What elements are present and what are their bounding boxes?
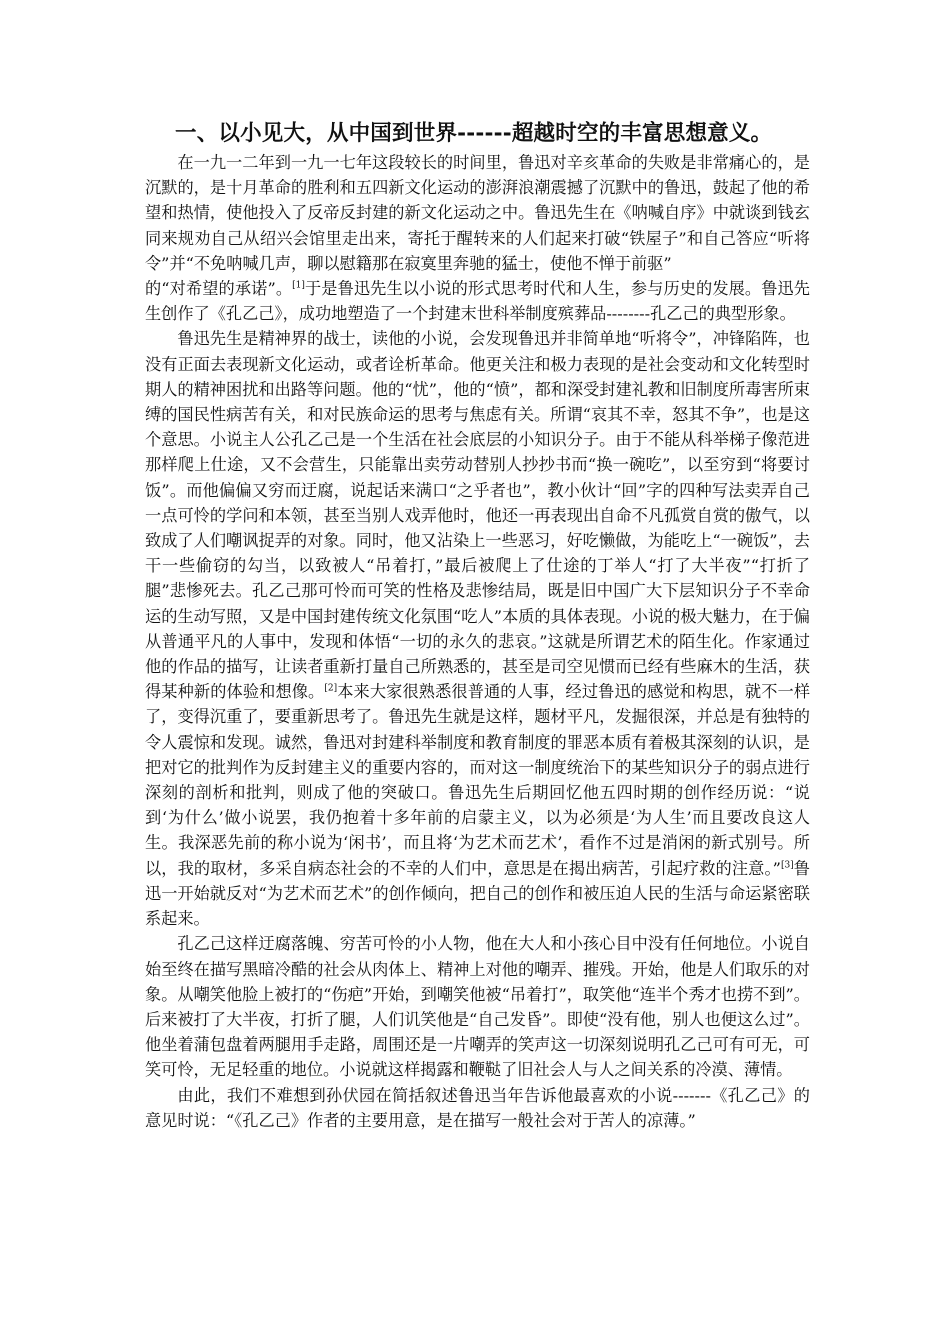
- footnote-ref-1: [1]: [292, 280, 305, 291]
- paragraph-4: 由此，我们不难想到孙伏园在简括叙述鲁迅当年告诉他最喜欢的小说-------《孔乙己》的意见时说：“《孔乙己》作者的主要用意，是在描写一般社会对于苦人的凉薄。”: [145, 1085, 810, 1130]
- paragraph-2: [145, 326, 810, 931]
- paragraph-1-continuation-text-a: 的“对希望的承诺”。: [145, 279, 293, 299]
- paragraph-1-continuation: [145, 276, 810, 326]
- footnote-ref-2: [2]: [324, 683, 338, 694]
- paragraph-2-text-c: 鲁迅一开始就反对“为艺术而艺术”的创作倾向，把自己的创作和被压迫人民的生活与命运紧密联系起来。: [145, 858, 810, 929]
- paragraph-3: 孔乙己这样迂腐落魄、穷苦可怜的小人物，他在大人和小孩心目中没有任何地位。小说自始至终在描写黑暗冷酷的社会从肉体上、精神上对他的嘲弄、摧残。开始，他是人们取乐的对象。从嘲笑他脸上被打的“伤疤”开始，到嘲笑他被“吊着打”，取笑他“连半个秀才也捞不到”。后来被打了大半夜，打折了腿，人们讥笑他是“自己发昏”。即使“没有他，别人也便这么过”。他坐着蒲包盘着两腿用手走路，周围还是一片嘲弄的笑声这一切深刻说明孔乙己可有可无，可笑可怜，无足轻重的地位。小说就这样揭露和鞭鞑了旧社会人与人之间关系的冷漠、薄情。: [145, 934, 810, 1080]
- section-heading: 一、以小见大，从中国到世界------超越时空的丰富思想意义。: [175, 121, 773, 146]
- footnote-ref-3: [3]: [780, 860, 794, 871]
- paragraph-1: 在一九一二年到一九一七年这段较长的时间里，鲁迅对辛亥革命的失败是非常痛心的，是沉默的，是十月革命的胜利和五四新文化运动的澎湃浪潮震撼了沉默中的鲁迅，鼓起了他的希望和热情，使他投入了反帝反封建的新文化运动之中。鲁迅先生在《呐喊自序》中就谈到钱玄同来规劝自己从绍兴会馆里走出来，寄托于醒转来的人们起来打破“铁屋子”和自己答应“听将令”并“不免呐喊几声，聊以慰籍那在寂寞里奔驰的猛士，使他不惮于前驱”: [145, 153, 810, 273]
- paragraph-2-text-a: 鲁迅先生是精神界的战士，读他的小说，会发现鲁迅并非简单地“听将令”，冲锋陷阵，也没有正面去表现新文化运动，或者诠析革命。他更关注和极力表现的是社会变动和文化转型时期人的精神困扰和出路等问题。他的“忧”，他的“愤”，都和深受封建礼教和旧制度所毒害所束缚的国民性病苦有关，和对民族命运的思考与焦虑有关。所谓“哀其不幸，怒其不争”，也是这个意思。小说主人公孔乙己是一个生活在社会底层的小知识分子。由于不能从科举梯子像范进那样爬上仕途，又不会营生，只能靠出卖劳动替别人抄抄书而“换一碗吃”，以至穷到“将要讨饭”。而他偏偏又穷而迂腐，说起话来满口“之乎者也”，教小伙计“回”字的四种写法卖弄自己一点可怜的学问和本领，甚至当别人戏弄他时，他还一再表现出自命不凡孤赏自赏的傲气，以致成了人们嘲讽捉弄的对象。同时，他又沾染上一些恶习，好吃懒做，为能吃上“一碗饭”，去干一些偷窃的勾当，以致被人“吊着打，”最后被爬上了仕途的丁举人“打了大半夜”“打折了腿”悲惨死去。孔乙己那可怜而可笑的性格及悲惨结局，既是旧中国广大下层知识分子不幸命运的生动写照，又是中国封建传统文化氛围“吃人”本质的具体表现。小说的极大魅力，在于偏从普通平凡的人事中，发现和体悟“一切的永久的悲哀。”这就是所谓艺术的陌生化。作家通过他的作品的描写，让读者重新打量自己所熟悉的，甚至是司空见惯而已经有些麻木的生活，获得某种新的体验和想像。: [145, 329, 810, 702]
- document-page: [145, 118, 810, 1133]
- paragraph-2-text-b: 本来大家很熟悉很普通的人事，经过鲁迅的感觉和构思，就不一样了，变得沉重了，要重新思考了。鲁迅先生就是这样，题材平凡，发掘很深，并总是有独特的令人震惊和发现。诚然，鲁迅对封建科举制度和教育制度的罪恶本质有着极其深刻的认识，是把对它的批判作为反封建主义的重要内容的，而对这一制度统治下的某些知识分子的弱点进行深刻的剖析和批判，则成了他的突破口。鲁迅先生后期回忆他五四时期的创作经历说：“说到‘为什么’做小说罢，我仍抱着十多年前的启蒙主义，以为必须是‘为人生’而且要改良这人生。我深恶先前的称小说为‘闲书’，而且将‘为艺术而艺术’，看作不过是消闲的新式别号。所以，我的取材，多采自病态社会的不幸的人们中，意思是在揭出病苦，引起疗救的注意。”: [145, 682, 811, 878]
- paragraph-1-continuation-text-b: 于是鲁迅先生以小说的形式思考时代和人生，参与历史的发展。鲁迅先生创作了《孔乙己》，成功地塑造了一个封建末世科举制度殡葬品--------孔乙己的典型形象。: [145, 279, 810, 324]
